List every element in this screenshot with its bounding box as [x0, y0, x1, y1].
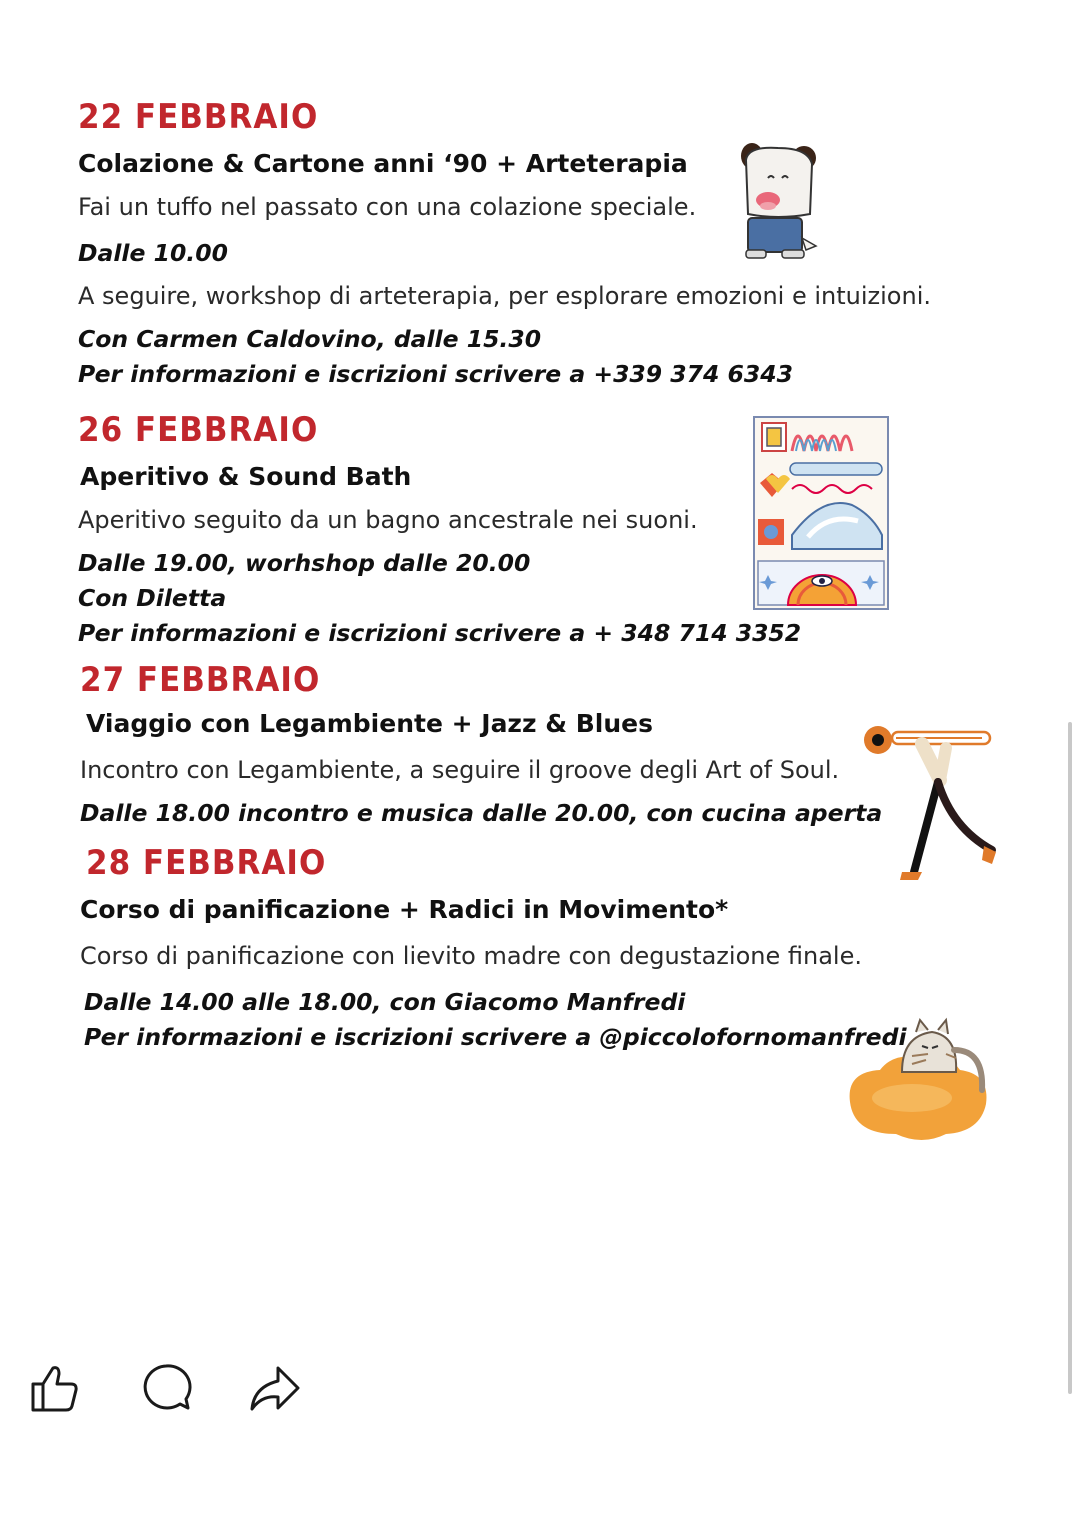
event-time: Dalle 18.00 incontro e musica dalle 20.00, con cucina aperta [80, 799, 883, 827]
event-contact: Per informazioni e iscrizioni scrivere a @piccolofornomanfredi [84, 1023, 907, 1051]
comment-button[interactable] [138, 1360, 194, 1416]
event-description: Aperitivo seguito da un bagno ancestrale nei suoni. [78, 506, 698, 534]
cat-on-bread-illustration [842, 1010, 994, 1146]
event-host: Con Carmen Caldovino, dalle 15.30 [78, 325, 542, 353]
share-button[interactable] [248, 1360, 304, 1416]
event-title: Corso di panificazione + Radici in Movimento* [80, 895, 729, 924]
event-time: Dalle 14.00 alle 18.00, con Giacomo Manfredi [84, 988, 686, 1016]
event-title: Viaggio con Legambiente + Jazz & Blues [86, 709, 654, 738]
sound-bath-illustration [752, 415, 890, 611]
like-button[interactable] [27, 1360, 83, 1416]
event-date: 28 FEBBRAIO [86, 844, 327, 883]
event-time: Dalle 10.00 [78, 239, 228, 267]
scrollbar[interactable] [1068, 722, 1072, 1394]
thumbs-up-icon [27, 1360, 83, 1416]
event-description: Incontro con Legambiente, a seguire il groove degli Art of Soul. [80, 756, 840, 784]
event-date: 22 FEBBRAIO [78, 98, 319, 137]
event-contact: Per informazioni e iscrizioni scrivere a + 348 714 3352 [78, 619, 802, 647]
share-arrow-icon [248, 1360, 304, 1416]
event-host: Con Diletta [78, 584, 227, 612]
event-date: 26 FEBBRAIO [78, 411, 319, 450]
comment-bubble-icon [138, 1360, 194, 1416]
event-contact: Per informazioni e iscrizioni scrivere a +339 374 6343 [78, 360, 793, 388]
event-description: Fai un tuffo nel passato con una colazione speciale. [78, 193, 697, 221]
event-date: 27 FEBBRAIO [80, 661, 321, 700]
event-extra: A seguire, workshop di arteterapia, per esplorare emozioni e intuizioni. [78, 282, 931, 310]
cartoon-character-illustration [738, 138, 820, 268]
event-description: Corso di panificazione con lievito madre con degustazione finale. [80, 942, 862, 970]
event-title: Aperitivo & Sound Bath [80, 462, 412, 491]
trombone-player-illustration [852, 718, 1000, 888]
event-time: Dalle 19.00, worhshop dalle 20.00 [78, 549, 531, 577]
event-title: Colazione & Cartone anni ‘90 + Arteterapia [78, 149, 688, 178]
